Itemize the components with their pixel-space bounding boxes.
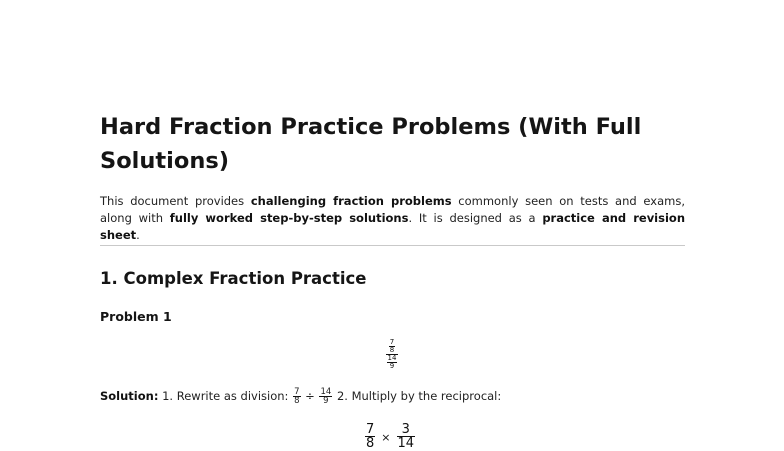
fraction-numerator: 14 <box>320 386 332 397</box>
intro-paragraph <box>100 193 685 244</box>
inner-fraction-top <box>389 339 395 354</box>
fraction-numerator: 14 <box>387 354 397 362</box>
inline-fraction-b <box>319 388 332 406</box>
section-heading: 1. Complex Fraction Practice <box>100 269 367 288</box>
fraction-numerator: 7 <box>294 386 300 397</box>
solution-step-2: 2. Multiply by the reciprocal: <box>333 389 502 403</box>
fraction-denominator: 8 <box>389 346 395 354</box>
reciprocal-equation <box>365 423 415 450</box>
intro-bold-sheet: practice and revision sheet <box>100 211 686 242</box>
outer-denominator <box>386 355 399 370</box>
fraction-denominator: 9 <box>389 362 395 370</box>
horizontal-divider <box>100 245 685 246</box>
intro-text: commonly seen on tests and exams, along with <box>100 194 685 225</box>
fraction-denominator: 9 <box>323 396 329 406</box>
multiply-operator: × <box>381 431 391 444</box>
intro-text: . It is designed as a <box>408 211 543 225</box>
fraction-numerator: 7 <box>389 338 395 346</box>
fraction-denominator: 14 <box>397 436 415 451</box>
fraction-denominator: 8 <box>294 396 300 406</box>
outer-fraction <box>386 339 399 370</box>
fraction-numerator: 7 <box>366 422 375 437</box>
intro-text: This document provides <box>100 194 251 208</box>
display-fraction-a <box>365 423 375 450</box>
solution-step-1: 1. Rewrite as division: <box>158 389 293 403</box>
problem-heading: Problem 1 <box>100 309 172 324</box>
intro-bold-problems: challenging fraction problems <box>250 194 452 208</box>
outer-numerator <box>388 339 396 354</box>
fraction-numerator: 3 <box>401 422 410 437</box>
intro-bold-solutions: fully worked step-by-step solutions <box>169 211 409 225</box>
division-operator: ÷ <box>305 389 315 403</box>
complex-fraction <box>384 339 400 370</box>
inner-fraction-bottom <box>387 355 398 370</box>
solution-line <box>100 386 700 406</box>
fraction-denominator: 8 <box>366 436 375 451</box>
display-fraction-b <box>397 423 416 450</box>
page-title: Hard Fraction Practice Problems (With Full Solutions) <box>100 114 642 174</box>
inline-fraction-a <box>293 388 300 406</box>
intro-text: . <box>136 228 140 242</box>
solution-label: Solution: <box>100 389 159 403</box>
